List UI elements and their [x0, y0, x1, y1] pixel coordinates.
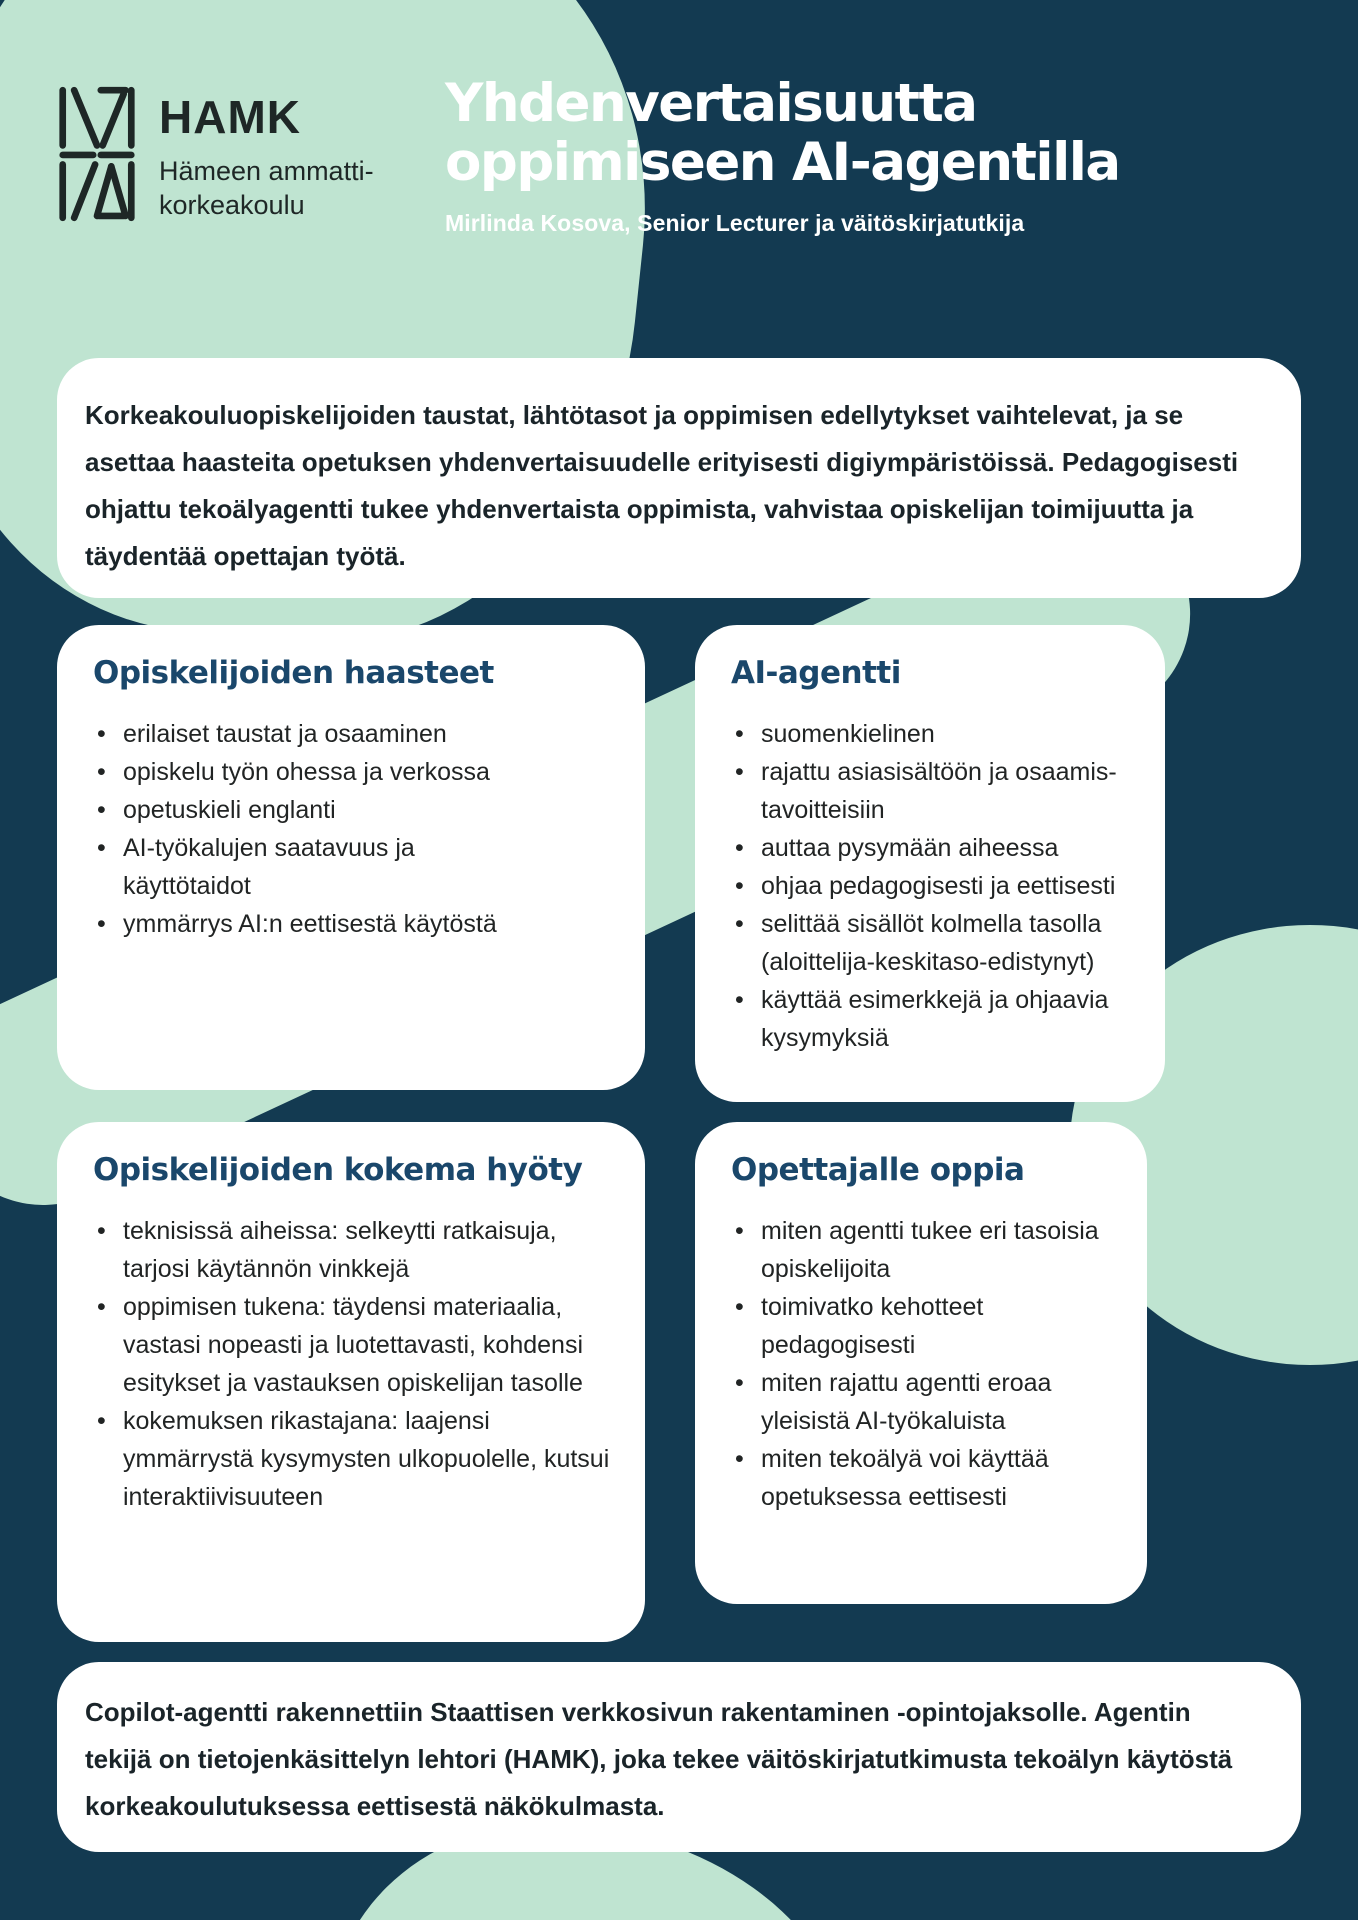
- hamk-logo-subtitle-line2: korkeakoulu: [159, 190, 305, 220]
- card-opettajalle-oppia: [695, 1122, 1147, 1604]
- hamk-logo-mark-icon: [57, 86, 137, 222]
- card-opiskelijoiden-kokema-hyoty: [57, 1122, 645, 1642]
- list-item: • miten agentti tukee eri tasoisia opiskelijoita: [731, 1212, 1111, 1288]
- bullet-list: [731, 1212, 1113, 1516]
- bullet-list: [93, 715, 611, 943]
- bullet-list: [93, 1212, 611, 1516]
- list-item: • selittää sisällöt kolmella tasolla (aloittelija-keskitaso-edistynyt): [731, 905, 1131, 981]
- list-item: • rajattu asiasisältöön ja osaamis-tavoitteisiin: [731, 753, 1131, 829]
- list-item: • kokemuksen rikastajana: laajensi ymmärrystä kysymysten ulkopuolelle, kutsui interaktiivisuuteen: [93, 1402, 611, 1516]
- header: [445, 74, 1325, 237]
- page-title-line2: oppimiseen AI-agentilla: [445, 132, 1120, 193]
- page-title-line1: Yhdenvertaisuutta: [445, 73, 977, 134]
- list-item: • auttaa pysymään aiheessa: [731, 829, 1131, 867]
- footer-card: [57, 1662, 1301, 1852]
- list-item: • ohjaa pedagogisesti ja eettisesti: [731, 867, 1131, 905]
- list-item: • opetuskieli englanti: [93, 791, 501, 829]
- hamk-logo-brand: HAMK: [159, 91, 301, 143]
- card-title: AI-agentti: [731, 655, 901, 691]
- card-title: Opiskelijoiden haasteet: [93, 655, 494, 691]
- list-item: • toimivatko kehotteet pedagogisesti: [731, 1288, 1111, 1364]
- card-title: Opiskelijoiden kokema hyöty: [93, 1152, 583, 1188]
- list-item: • ymmärrys AI:n eettisestä käytöstä: [93, 905, 501, 943]
- card-title: Opettajalle oppia: [731, 1152, 1025, 1188]
- list-item: • teknisissä aiheissa: selkeytti ratkaisuja, tarjosi käytännön vinkkejä: [93, 1212, 611, 1288]
- list-item: • oppimisen tukena: täydensi materiaalia, vastasi nopeasti ja luotettavasti, kohdensi esitykset ja vastauksen opiskelijan tasolle: [93, 1288, 611, 1402]
- list-item: • opiskelu työn ohessa ja verkossa: [93, 753, 501, 791]
- hamk-logo-text: [159, 86, 374, 222]
- list-item: • erilaiset taustat ja osaaminen: [93, 715, 501, 753]
- page-title: [445, 74, 1325, 192]
- hamk-logo: [57, 86, 374, 222]
- list-item: • AI-työkalujen saatavuus ja käyttötaidot: [93, 829, 501, 905]
- hamk-logo-subtitle-line1: Hämeen ammatti-: [159, 156, 374, 186]
- card-opiskelijoiden-haasteet: [57, 625, 645, 1090]
- intro-text: Korkeakouluopiskelijoiden taustat, lähtötasot ja oppimisen edellytykset vaihtelevat, ja se asettaa haasteita opetuksen yhdenvertaisuudelle erityisesti digiympäristöissä. Pedagogisesti ohjattu tekoälyagentti tukee yhdenvertaista oppimista, vahvistaa opiskelijan toimijuutta ja täydentää opettajan työtä.: [85, 400, 1239, 571]
- bullet-list: [731, 715, 1131, 1057]
- list-item: • miten rajattu agentti eroaa yleisistä AI-työkaluista: [731, 1364, 1111, 1440]
- footer-text: Copilot-agentti rakennettiin Staattisen verkkosivun rakentaminen -opintojaksolle. Agentin tekijä on tietojenkäsittelyn lehtori (HAMK), joka tekee väitöskirjatutkimusta tekoälyn käytöstä korkeakoulutuksessa eettisestä näkökulmasta.: [85, 1697, 1233, 1821]
- hamk-logo-subtitle: [159, 154, 374, 222]
- list-item: • käyttää esimerkkejä ja ohjaavia kysymyksiä: [731, 981, 1131, 1057]
- list-item: • suomenkielinen: [731, 715, 1131, 753]
- list-item: • miten tekoälyä voi käyttää opetuksessa eettisesti: [731, 1440, 1111, 1516]
- author-byline: Mirlinda Kosova, Senior Lecturer ja väitöskirjatutkija: [445, 210, 1025, 236]
- intro-card: [57, 358, 1301, 598]
- card-ai-agentti: [695, 625, 1165, 1102]
